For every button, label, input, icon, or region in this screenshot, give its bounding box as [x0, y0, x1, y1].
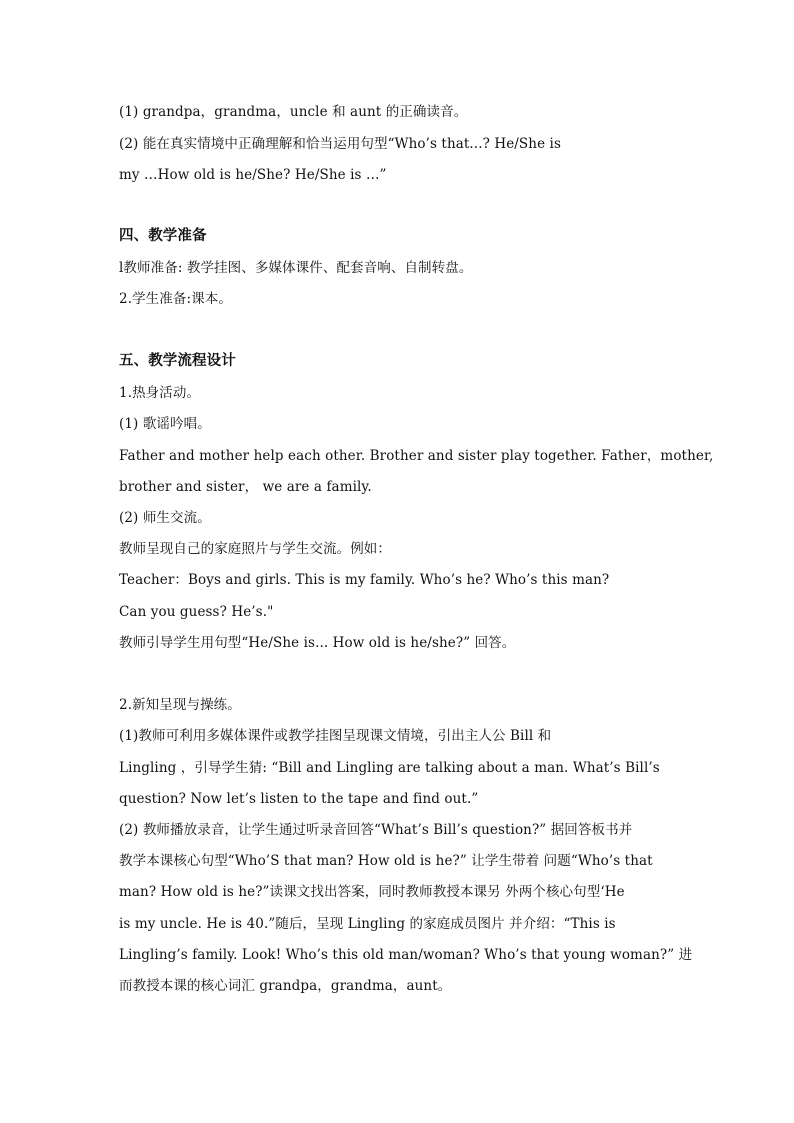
chant-line-2: brother and sister， we are a family.	[119, 479, 372, 495]
step-2-p2-line-5: Lingling’s family. Look! Who’s this old man/woman? Who’s that young woman?” 进	[119, 947, 693, 963]
dialog-line-2: Can you guess? He’s."	[119, 604, 274, 620]
objective-line-3: my …How old is he/She? He/She is …”	[119, 167, 387, 183]
step-1-guide: 教师引导学生用句型“He/She is... How old is he/she?” 回答。	[119, 635, 516, 651]
dialog-line-1: Teacher：Boys and girls. This is my family. Who’s he? Who’s this man?	[119, 572, 610, 588]
step-1-intro: 教师呈现自己的家庭照片与学生交流。例如：	[119, 541, 391, 557]
step-2-p2-line-2: 教学本课核心句型“Who’S that man? How old is he?” 让学生带着 问题“Who’s that	[119, 853, 653, 869]
step-2-p1-line-1: (1)教师可利用多媒体课件或教学挂图呈现课文情境，引出主人公 Bill 和	[119, 728, 552, 744]
step-1-sub-2-title: (2) 师生交流。	[119, 510, 211, 526]
student-preparation: 2.学生准备:课本。	[119, 291, 232, 307]
step-2-p2-line-1: (2) 教师播放录音，让学生通过听录音回答“What’s Bill’s question?” 据回答板书并	[119, 822, 633, 838]
section-5-heading: 五、教学流程设计	[119, 352, 236, 369]
step-2-p2-line-3: man? How old is he?”读课文找出答案，同时教师教授本课另 外两个核心句型‘He	[119, 884, 625, 900]
step-2-p2-line-4: is my uncle. He is 40.”随后，呈现 Lingling 的家庭成员图片 并介绍：“This is	[119, 916, 616, 932]
step-2-title: 2.新知呈现与操练。	[119, 697, 241, 713]
step-2-p1-line-3: question? Now let’s listen to the tape and find out.”	[119, 791, 479, 807]
step-1-title: 1.热身活动。	[119, 385, 201, 401]
objective-line-2: (2) 能在真实情境中正确理解和恰当运用句型“Who’s that...? He/She is	[119, 136, 561, 152]
step-1-sub-1-title: (1) 歌谣吟唱。	[119, 416, 211, 432]
objective-line-1: (1) grandpa，grandma，uncle 和 aunt 的正确读音。	[119, 104, 468, 120]
step-2-p2-line-6: 而教授本课的核心词汇 grandpa，grandma，aunt。	[119, 978, 452, 994]
section-4-heading: 四、教学准备	[119, 227, 207, 244]
chant-line-1: Father and mother help each other. Brother and sister play together. Father，mother,	[119, 448, 714, 464]
step-2-p1-line-2: Lingling ，引导学生猜: “Bill and Lingling are talking about a man. What’s Bill’s	[119, 760, 660, 776]
teacher-preparation: l教师准备: 教学挂图、多媒体课件、配套音响、自制转盘。	[119, 260, 473, 276]
